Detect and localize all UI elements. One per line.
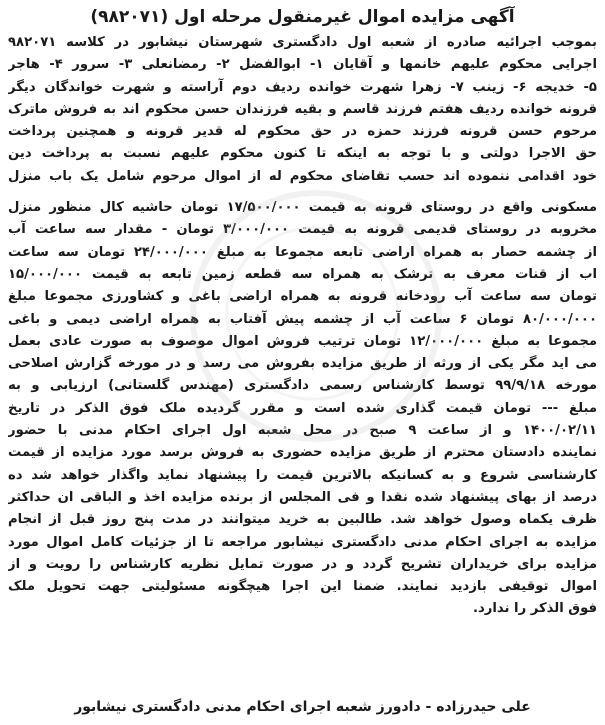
text-line: اب از قنات معرف به ترشک به همراه سه قطعه زمین تابعه به قیمت ۱۵/۰۰۰/۰۰۰: [8, 266, 597, 282]
text-line: خود اقدامی ننموده اند حسب تقاضای محکوم له از اموال مرحوم شامل یک باب منزل: [8, 168, 597, 184]
paragraph-2: [8, 197, 597, 621]
text-line: حق الاجرا دولتی و با توجه به اینکه تا کنون محکوم علیهم نسبت به پرداخت دین: [8, 146, 597, 162]
text-line: اجرایی محکوم علیهم خانمها و آقایان ۱- ابوالفضل ۲- رمضانعلی ۳- سرور ۴- هاجر: [8, 57, 597, 73]
ad-body: [8, 32, 597, 621]
text-line: ۱۴۰۰/۰۲/۱۱ و از ساعت ۹ صبح در محل شعبه اول اجرای احکام مدنی با حضور: [8, 423, 597, 439]
text-line: مزایده برای خریداران تشریح گردد و در صورت تمایل نظریه کارشناس را رویت و از: [8, 556, 597, 572]
text-line: مسکونی واقع در روستای قرونه به قیمت ۱۷/۵۰۰/۰۰۰ تومان حاشیه کال منظور منزل: [8, 200, 597, 216]
text-line: مخروبه در روستای قدیمی قرونه به قیمت ۳/۰۰۰/۰۰۰ تومان - مقدار سه ساعت آب: [8, 222, 597, 238]
text-line: تومان سه ساعت آب رودخانه قرونه به همراه اراضی باغی و کشاورزی مجموعا مبلغ: [8, 289, 597, 305]
text-line: ۸۰/۰۰۰/۰۰۰ تومان ۶ ساعت آب از چشمه پیش آفتاب به همراه اراضی دیمی و باغی: [8, 311, 597, 327]
text-line: درصد از بهای پیشنهاد شده نقدا و فی المجلس از برنده مزایده اخذ و الباقی ان حداکثر: [8, 489, 597, 505]
signature: علی حیدرزاده - دادورز شعبه اجرای احکام مدنی دادگستری نیشابور: [74, 699, 531, 715]
text-line: از چشمه حصار به همراه اراضی تابعه مجموعا به مبلغ ۲۴/۰۰۰/۰۰۰ تومان سه ساعت: [8, 244, 597, 260]
text-line: ظرف یکماه وصول خواهد شد. طالبین به خرید میتوانند در مدت پنج روز قبل از انجام: [8, 512, 597, 528]
text-line: می اید مگر یکی از ورثه از طریق مزایده بفروش می رسد و در مورخه گزارش اصلاحی: [8, 356, 597, 372]
text-line: مرحوم حسن قرونه فرزند حمزه در حق محکوم له قدیر قرونه و همچنین پرداخت: [8, 124, 597, 140]
text-line: نماینده دادستان محترم از طریق مزایده حضوری به فروش برسد مورد مزایده از قیمت: [8, 445, 597, 461]
text-line: بموجب اجرائیه صادره از شعبه اول دادگستری شهرستان نیشابور در کلاسه ۹۸۲۰۷۱: [8, 35, 597, 50]
text-line: فوق الذکر را ندارد.: [473, 601, 597, 617]
text-line: مبلغ --- تومان قیمت گذاری شده است و مقرر گردیده ملک فوق الذکر در تاریخ: [8, 400, 597, 416]
text-line: اموال توقیفی بازدید نمایند. ضمنا این اجرا هیچگونه مسئولیتی جهت تحویل ملک: [8, 579, 597, 595]
text-line: ۵- خدیجه ۶- زینب ۷- زهرا شهرت خوانده ردیف دوم آراسته و شهرت خواندگان دیگر: [8, 79, 597, 95]
text-line: مزایده به اجرای احکام مدنی دادگستری نیشابور مراجعه تا از جزئیات کامل اموال مورد: [8, 534, 597, 550]
text-line: قرونه خوانده ردیف هفتم فرزند قاسم و بقیه فرزندان حسن محکوم اند به فروش ماترک: [8, 101, 597, 117]
text-line: کارشناسی شروع و به کسانیکه بالاترین قیمت را پیشنهاد نماید واگذار خواهد شد ده: [8, 467, 597, 483]
text-line: مجموعا به مبلغ ۱۲/۰۰۰/۰۰۰ تومان ترتیب فروش اموال موصوف به صورت عادی بعمل: [8, 333, 597, 349]
ad-title: آگهی مزایده اموال غیرمنقول مرحله اول (۹۸۲۰۷۱): [90, 7, 515, 27]
paragraph-1: [8, 32, 597, 188]
text-line: مورخه ۹۹/۹/۱۸ توسط کارشناس رسمی دادگستری (مهندس گلستانی) ارزیابی و به: [8, 378, 597, 394]
